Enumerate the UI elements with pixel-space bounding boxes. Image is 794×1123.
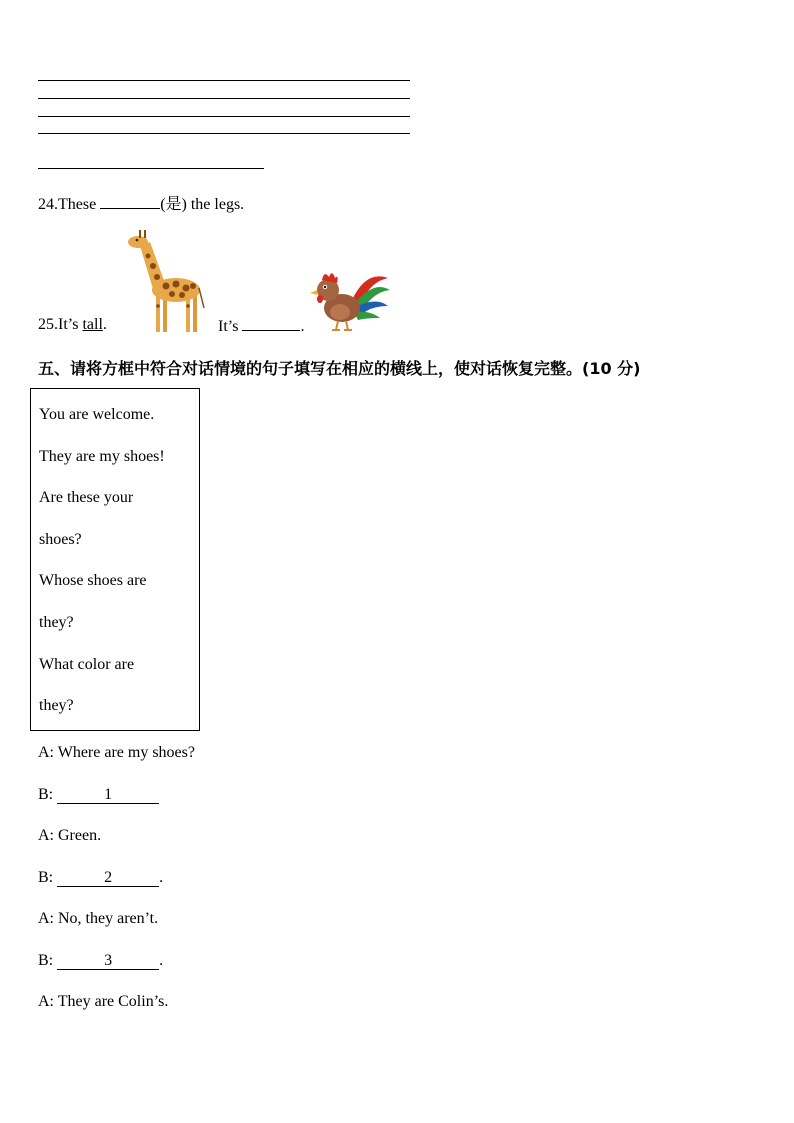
answer-line-5[interactable] [38, 168, 264, 169]
dialog-line [38, 952, 163, 970]
speaker-label: B: [38, 869, 54, 886]
question-text-before: It’s [218, 318, 239, 335]
dialog-line [38, 744, 195, 762]
giraffe-icon [126, 228, 206, 334]
dialog-line [38, 827, 101, 845]
question-number: 25. [38, 316, 58, 333]
dialog-text: They are Colin’s. [57, 993, 169, 1010]
question-number: 24. [38, 196, 58, 213]
option-line: shoes? [39, 531, 82, 548]
answer-blank-2[interactable]: 2 [57, 870, 159, 887]
answer-line-1[interactable] [38, 80, 410, 81]
dialog-text: No, they aren’t. [58, 910, 159, 927]
speaker-label: A: [38, 910, 54, 927]
answer-line-4[interactable] [38, 133, 410, 134]
option-line: Whose shoes are [39, 572, 147, 589]
question-25-second [218, 316, 304, 336]
sentence-end: . [102, 316, 107, 333]
dialog-text: Green. [58, 827, 102, 844]
question-text-before: It’s [58, 316, 79, 333]
sentence-end: . [159, 869, 164, 886]
option-line: Are these your [39, 489, 134, 506]
sentence-end: . [300, 318, 305, 335]
dialog-line [38, 786, 159, 804]
dialog-line [38, 910, 158, 928]
options-box [30, 388, 200, 731]
dialog-text: Where are my shoes? [57, 744, 195, 761]
speaker-label: A: [38, 993, 54, 1010]
question-25 [38, 316, 107, 334]
option-line: they? [39, 614, 74, 631]
question-text-before: These [58, 196, 97, 213]
question-24 [38, 191, 244, 214]
option-line: What color are [39, 656, 135, 673]
speaker-label: A: [38, 744, 54, 761]
fill-blank-24[interactable] [100, 194, 160, 209]
speaker-label: B: [38, 952, 54, 969]
answer-line-3[interactable] [38, 116, 410, 117]
option-line: They are my shoes! [39, 448, 165, 465]
example-answer: tall [82, 316, 103, 333]
section-heading: 五、请将方框中符合对话情境的句子填写在相应的横线上，使对话恢复完整。(10 分) [38, 359, 641, 378]
option-line: they? [39, 697, 74, 714]
dialog-line [38, 869, 163, 887]
option-line: You are welcome. [39, 406, 155, 423]
answer-blank-3[interactable]: 3 [57, 953, 159, 970]
speaker-label: B: [38, 786, 54, 803]
sentence-end: . [159, 952, 164, 969]
question-text-after: (是) the legs. [160, 196, 245, 213]
speaker-label: A: [38, 827, 54, 844]
answer-line-2[interactable] [38, 98, 410, 99]
answer-blank-1[interactable]: 1 [57, 787, 159, 804]
fill-blank-25[interactable] [242, 316, 300, 331]
rooster-icon [304, 266, 392, 332]
dialog-line [38, 993, 168, 1011]
